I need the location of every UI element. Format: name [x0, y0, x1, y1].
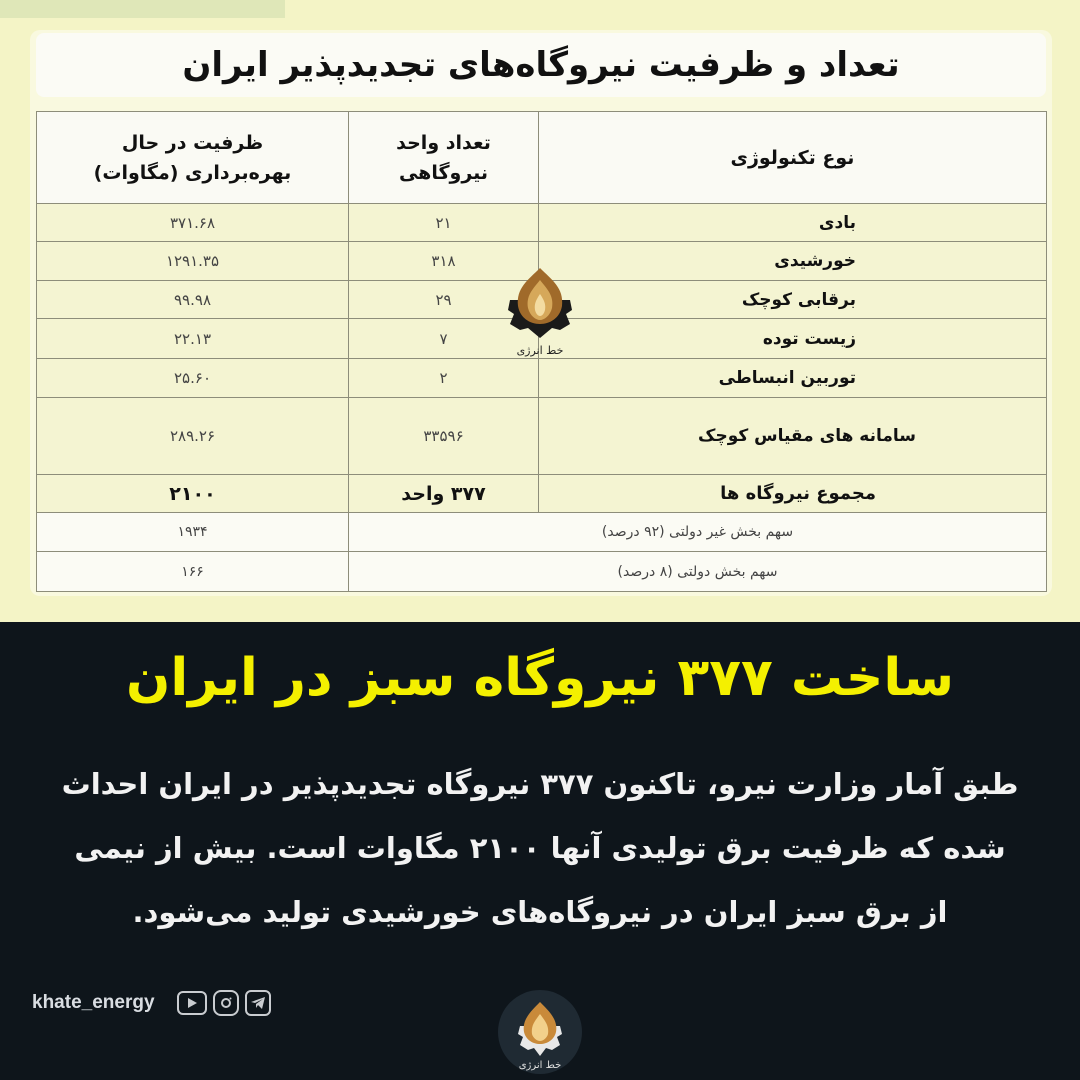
table-row [37, 204, 1047, 242]
headline: ساخت ۳۷۷ نیروگاه سبز در ایران [125, 648, 955, 708]
table-header-row [37, 112, 1047, 204]
total-row [37, 475, 1047, 513]
cell-units: ۲ [349, 359, 539, 398]
body-line: طبق آمار وزارت نیرو، تاکنون ۳۷۷ نیروگاه تجدیدپذیر در ایران احداث [61, 767, 1019, 801]
header-capacity: ظرفیت در حال بهره‌برداری (مگاوات) [37, 112, 349, 204]
table-title-bar [36, 33, 1046, 97]
total-units: ۳۷۷ واحد [349, 475, 539, 513]
total-capacity: ۲۱۰۰ [37, 475, 349, 513]
cell-tech: برقابی کوچک [539, 281, 1047, 319]
cell-capacity: ۲۲.۱۳ [37, 319, 349, 359]
header-units: تعداد واحد نیروگاهی [349, 112, 539, 204]
instagram-icon[interactable] [213, 990, 239, 1016]
table-title: تعداد و ظرفیت نیروگاه‌های تجدیدپذیر ایران [182, 45, 900, 85]
decorative-strip [0, 0, 285, 18]
share-label: سهم بخش دولتی (۸ درصد) [349, 552, 1047, 592]
cell-tech: سامانه های مقیاس کوچک [539, 398, 1047, 475]
flame-gear-icon [500, 266, 580, 358]
cell-units: ۷ [349, 319, 539, 359]
share-capacity: ۱۶۶ [37, 552, 349, 592]
cell-capacity: ۲۸۹.۲۶ [37, 398, 349, 475]
brand-logo [490, 990, 590, 1080]
cell-capacity: ۲۵.۶۰ [37, 359, 349, 398]
cell-units: ۳۱۸ [349, 242, 539, 281]
share-row [37, 552, 1047, 592]
cell-capacity: ۱۲۹۱.۳۵ [37, 242, 349, 281]
watermark-text: خط انرژی [516, 344, 564, 357]
cell-units: ۲۹ [349, 281, 539, 319]
watermark-logo [500, 266, 580, 358]
cell-units: ۲۱ [349, 204, 539, 242]
header-technology: نوع تکنولوژی [539, 112, 1047, 204]
youtube-icon[interactable] [177, 991, 207, 1015]
cell-units: ۳۳۵۹۶ [349, 398, 539, 475]
flame-gear-icon [490, 990, 590, 1080]
table-row [37, 398, 1047, 475]
footer [32, 982, 271, 1024]
cell-tech: توربین انبساطی [539, 359, 1047, 398]
total-label: مجموع نیروگاه ها [539, 475, 1047, 513]
body-line: شده که ظرفیت برق تولیدی آنها ۲۱۰۰ مگاوات است. بیش از نیمی [74, 831, 1006, 865]
social-handle[interactable]: khate_energy [32, 992, 155, 1013]
cell-capacity: ۹۹.۹۸ [37, 281, 349, 319]
share-label: سهم بخش غیر دولتی (۹۲ درصد) [349, 513, 1047, 552]
share-capacity: ۱۹۳۴ [37, 513, 349, 552]
telegram-icon[interactable] [245, 990, 271, 1016]
body-text [60, 752, 1020, 944]
body-line: از برق سبز ایران در نیروگاه‌های خورشیدی تولید می‌شود. [132, 895, 948, 929]
cell-capacity: ۳۷۱.۶۸ [37, 204, 349, 242]
logo-text: خط انرژی [518, 1060, 562, 1071]
cell-tech: خورشیدی [539, 242, 1047, 281]
cell-tech: بادی [539, 204, 1047, 242]
share-row [37, 513, 1047, 552]
table-row [37, 359, 1047, 398]
cell-tech: زیست توده [539, 319, 1047, 359]
